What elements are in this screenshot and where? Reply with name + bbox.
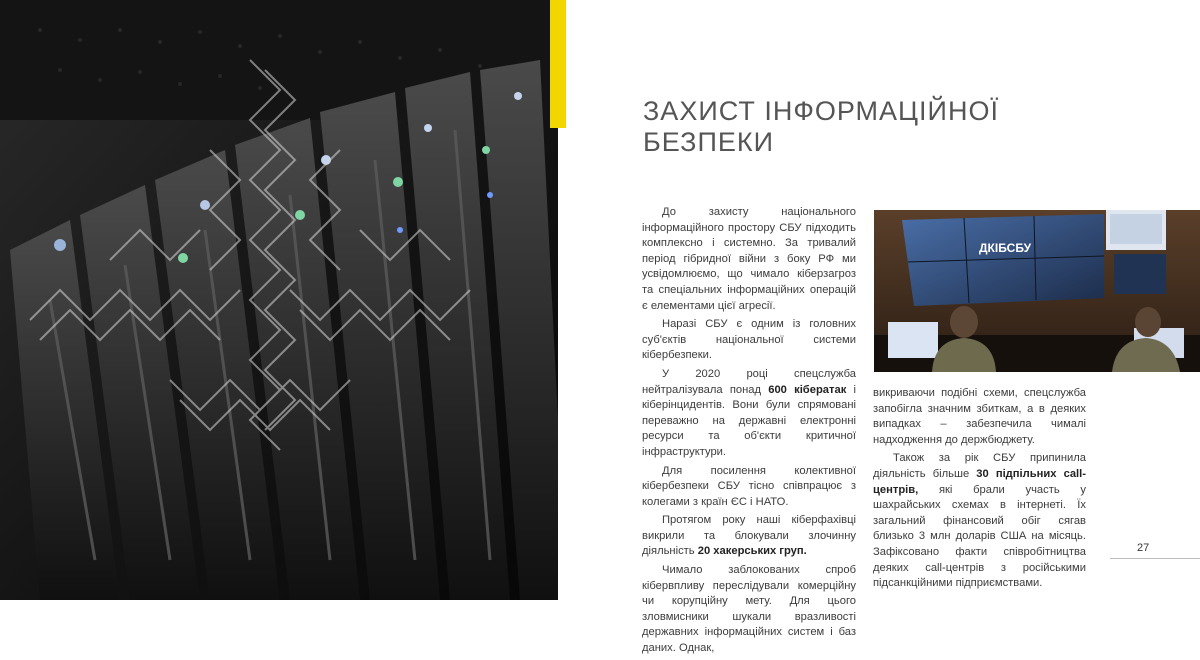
paragraph-2: Наразі СБУ є одним із головних суб'єктів національної системи кібербезпеки. (642, 318, 856, 362)
paragraph-1: До захисту національного інформаційного простору СБУ підходить комплексно і системно. За тривалий період гібридної війни з боку РФ ми усвідомлюємо, що чимало кіберзагроз та спеціальних інформаційних операцій є елементами цієї агресії. (642, 206, 856, 312)
paragraph-5 (642, 513, 856, 560)
operations-centre-photo (874, 210, 1200, 372)
title-line-1: ЗАХИСТ ІНФОРМАЦІЙНОЇ (643, 96, 999, 126)
server-rack-image (0, 0, 558, 600)
page-number-rule (1110, 558, 1200, 559)
accent-bar (550, 0, 566, 128)
paragraph-3-text-b: і кіберінцидентів. Вони були спрямовані переважно на державні електронні ресурси та об'єкти критичної інфраструктури. (642, 383, 856, 458)
title-line-2: БЕЗПЕКИ (643, 127, 774, 157)
paragraph-7: викриваючи подібні схеми, спецслужба запобігла значним збиткам, а в деяких випадках – забезпечила чималі надходження до держбюджету. (873, 387, 1086, 446)
paragraph-8 (873, 451, 1086, 591)
screen-logo: ДКІБСБУ (979, 241, 1032, 255)
paragraph-3 (642, 367, 856, 461)
page-title (643, 96, 1163, 158)
paragraph-5-highlight: 20 хакерських груп. (697, 545, 807, 558)
paragraph-4: Для посилення колективної кібербезпеки СБУ тісно співпрацює з колегами з країн ЄС і НАТО. (642, 464, 856, 508)
paragraph-5-text: Протягом року наші кіберфахівці викрили та блокували злочинну діяльність (642, 514, 856, 558)
page-number: 27 (1137, 542, 1150, 554)
paragraph-8-text-a: Також за рік СБУ припинила діяльність більше (873, 452, 1086, 480)
paragraph-8-text-b: які брали участь у шахрайських схемах в інтернеті. Їх загальний фінансовий обіг сягав близько 3 млн доларів США на місяць. Зафіксовано факти співробітництва деяких call-центрів з російськими підсанкційними підприємствами. (873, 483, 1086, 590)
text-column-right (873, 386, 1086, 595)
paragraph-3-text-a: У 2020 році спецслужба нейтралізувала понад (642, 367, 856, 396)
paragraph-3-highlight: 600 кібератак (768, 383, 847, 396)
operations-centre-image (874, 210, 1200, 372)
paragraph-8-highlight: 30 підпільних call-центрів, (873, 467, 1086, 496)
text-column-left (642, 205, 856, 660)
paragraph-6: Чимало заблокованих спроб кібервпливу переслідували комерційну чи корупційну мету. Для цього зловмисники шукали вразливості державних інформаційних систем і баз даних. Однак, (642, 564, 856, 655)
server-rack-photo (0, 0, 558, 600)
